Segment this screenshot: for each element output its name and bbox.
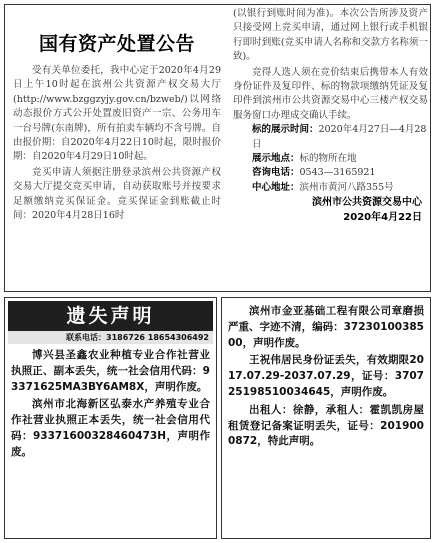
notice-date: 2020年4月22日	[343, 211, 422, 223]
lost-notice	[4, 297, 217, 539]
notice-left-column	[13, 7, 221, 223]
exhibition-location-value: 标的物所在地	[299, 153, 357, 165]
consult-phone-label: 咨询电话：	[252, 167, 300, 179]
center-address-value: 滨州市黄河八路355号	[299, 181, 394, 193]
consult-phone	[233, 166, 428, 180]
exhibition-location	[233, 152, 428, 166]
notice-paragraph: 受有关单位委托，我中心定于2020年4月29日上午10时起在滨州公共资源产权交易大厅(http://www.bzggzyjy.gov.cn/bzweb/)以网络动态报价方式公开处置废旧资产一宗、公务用车一台号牌(东南牌)，所有拍卖车辆均不含号牌。自由报价期：自2020年4月22日10时起，限时报价期：自2020年4月29日10时起。	[13, 65, 221, 163]
lost-notice-item: 滨州市北海新区弘泰水产养殖专业合作社营业执照正本丢失，统一社会信用代码：93371600328460473H，声明作废。	[11, 398, 210, 458]
exhibition-time	[233, 123, 428, 152]
statements-column	[221, 297, 431, 539]
exhibition-location-label: 展示地点：	[252, 153, 300, 165]
consult-phone-value: 0543—3165921	[299, 167, 376, 179]
notice-signature: 滨州市公共资源交易中心	[312, 197, 422, 209]
notice-paragraph: 竞买申请人须据注册登录滨州公共资源产权交易大厅提交竞买申请，自动获取账号并按要求足额缴纳竞买保证金。竞买保证金到账截止时间：2020年4月28日16时	[13, 166, 221, 222]
center-address-label: 中心地址：	[252, 181, 300, 193]
notice-right-column	[233, 7, 428, 225]
statement-item: 出租人：徐静，承租人：霍凯凯房屋租赁登记备案证明丢失，证号：2019000872，特此声明。	[228, 403, 424, 448]
lost-notice-banner: 遗失声明	[8, 301, 213, 331]
statement-item: 滨州市金亚基础工程有限公司章磨损严重、字迹不清，编码：3723010038500，声明作废。	[228, 305, 424, 349]
statement-item: 王祝伟居民身份证丢失，有效期限2017.07.29-2037.07.29，证号：370725198510034645，声明作废。	[228, 354, 424, 398]
center-address	[233, 181, 428, 195]
exhibition-time-label: 标的展示时间：	[252, 124, 319, 136]
notice-paragraph: (以银行到账时间为准)。本次公告所涉及资产只接受网上竞买申请，通过网上银行或手机银行即时到账(竞买申请人名称和交款方名称须一致)。	[233, 8, 428, 63]
lost-notice-contact: 联系电话：3186726 18654306492	[8, 331, 213, 344]
lost-notice-body	[5, 344, 216, 461]
notice-title: 国有资产处置公告	[38, 33, 195, 55]
exhibition-time-value: 2020年4月27日—4月28日	[252, 124, 427, 150]
state-asset-disposal-notice	[4, 4, 431, 292]
lost-notice-item: 博兴县圣鑫农业种植专业合作社营业执照正、副本丢失，统一社会信用代码：93371625MA3BY6AM8X，声明作废。	[11, 349, 210, 393]
notice-paragraph: 竞得人选人须在竞价结束后携带本人有效身份证件及复印件、标的物款项缴纳凭证及复印件到滨州市公共资源交易中心三楼产权交易服务窗口办理成交确认手续。	[233, 66, 428, 121]
